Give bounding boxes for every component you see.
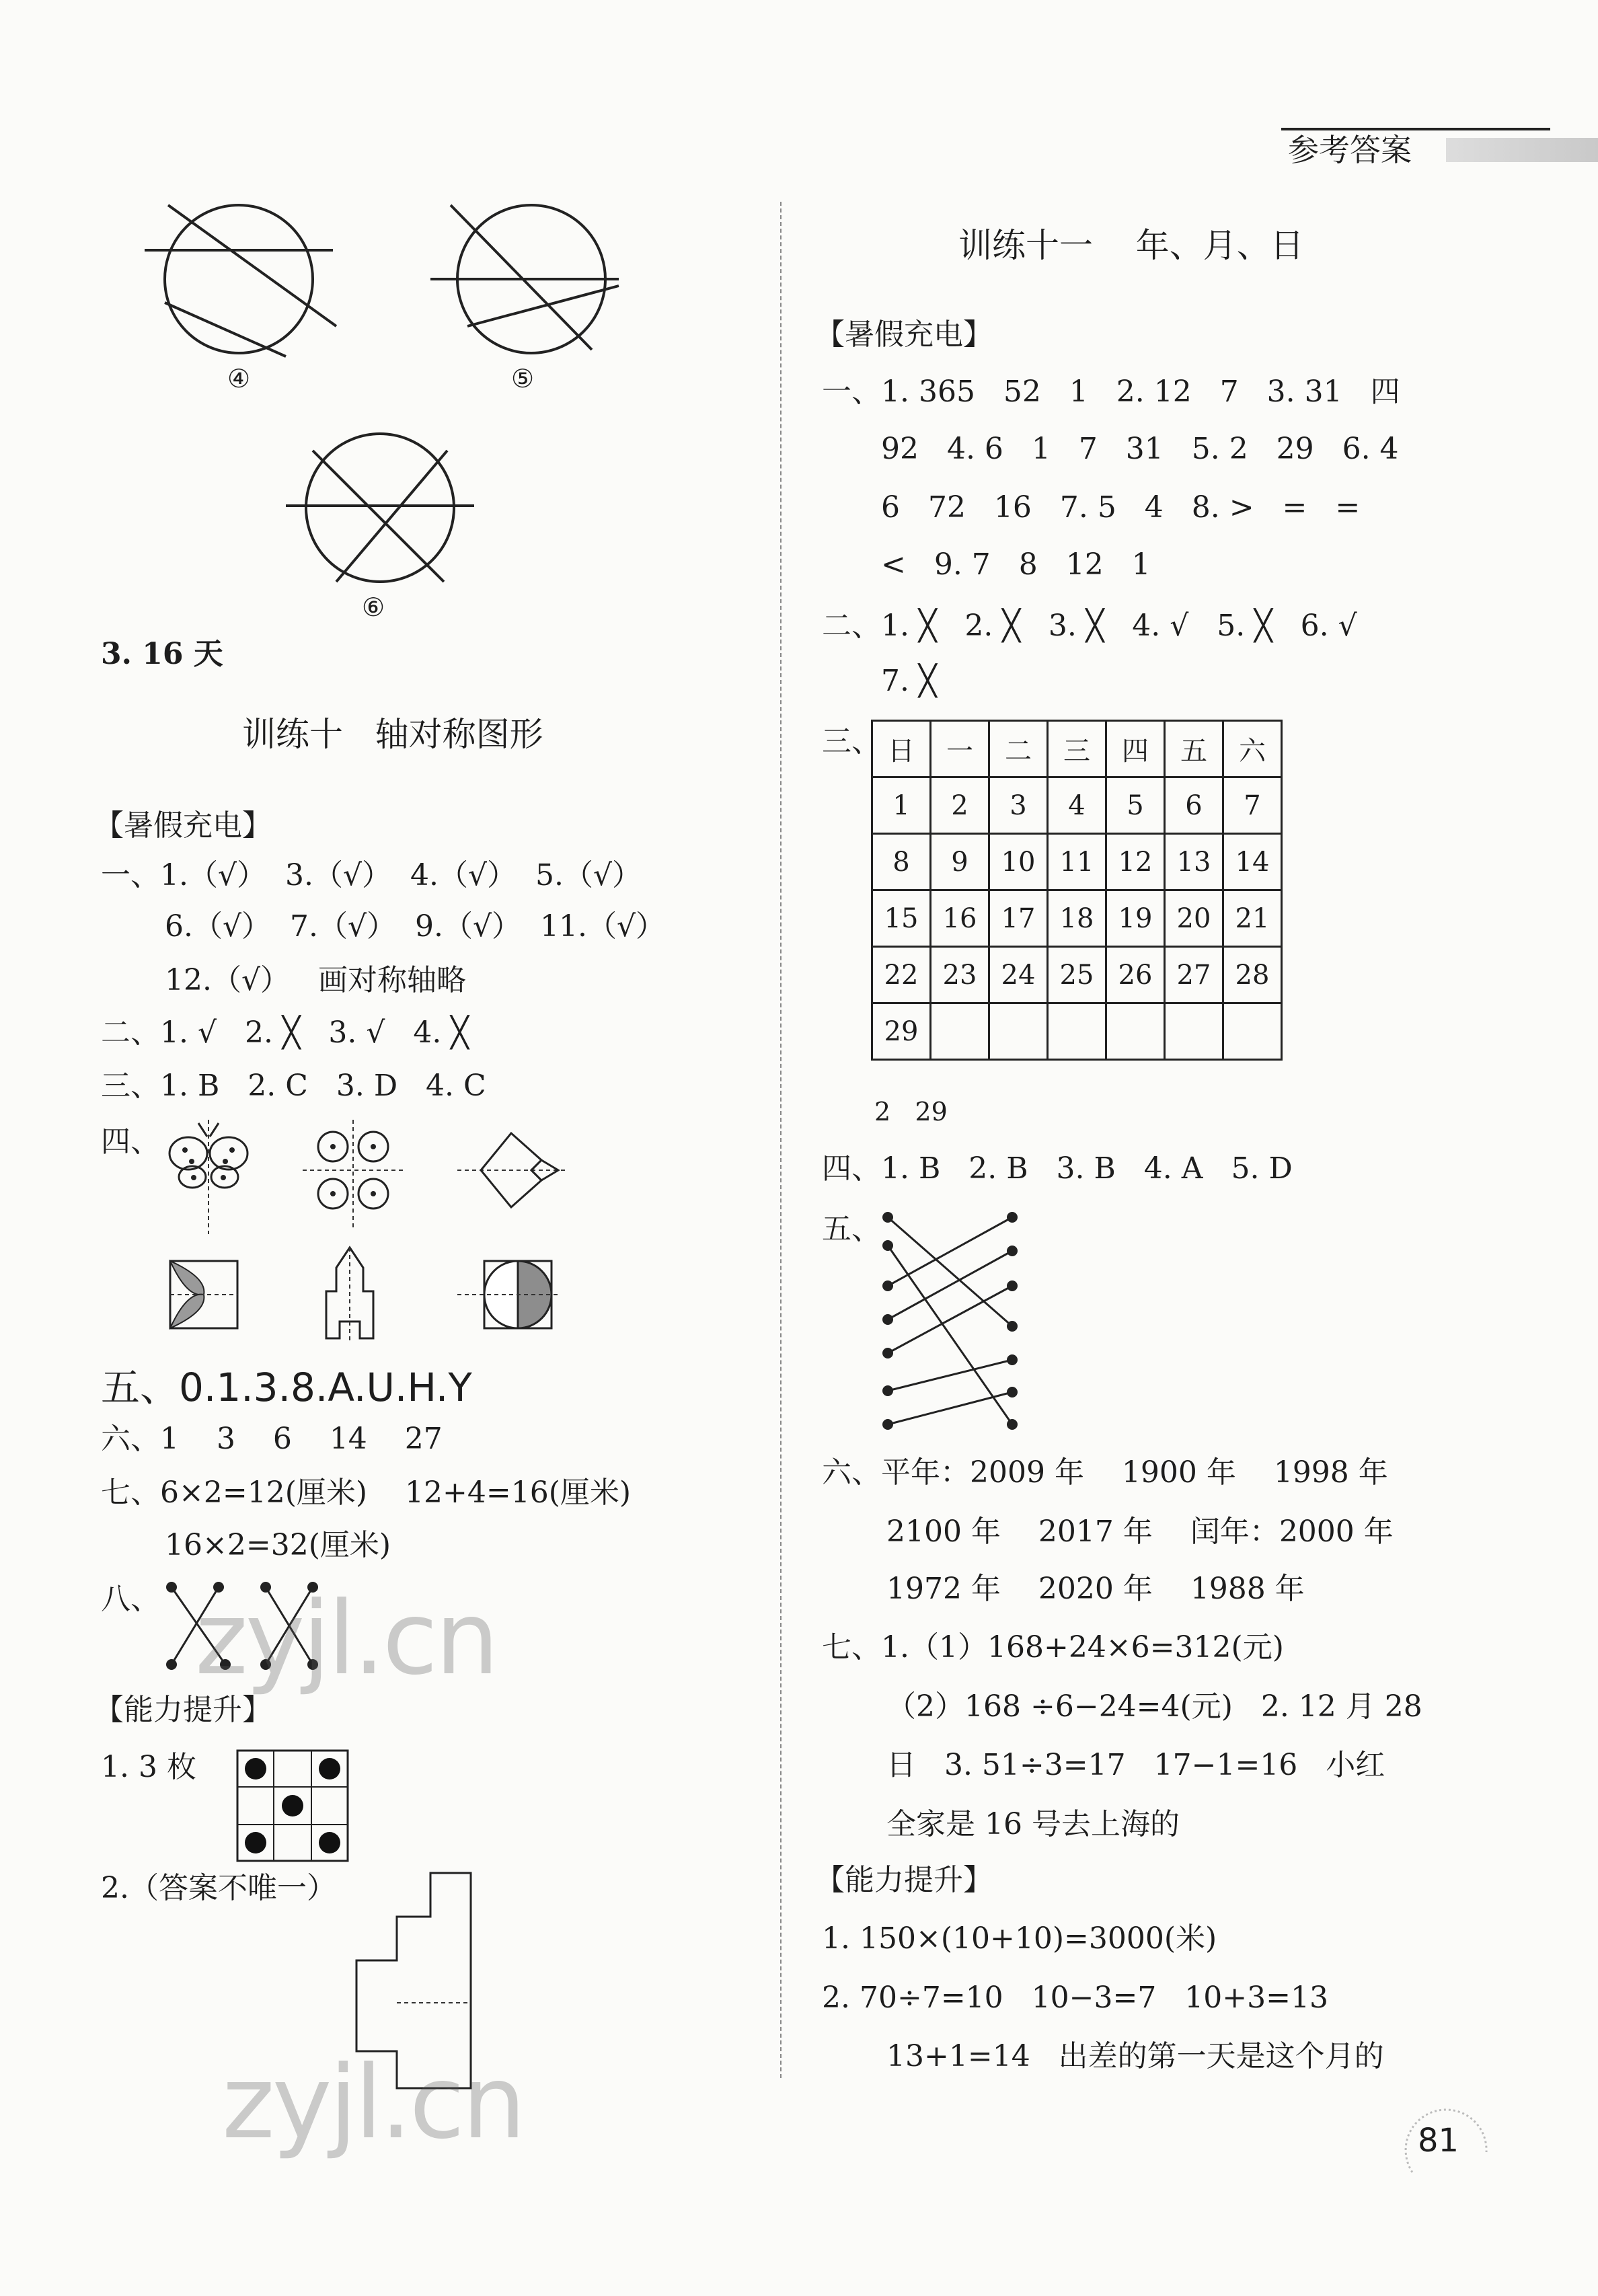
calendar-cell: 12: [1106, 834, 1165, 890]
calendar-cell: 25: [1048, 947, 1106, 1003]
calendar-row: [872, 947, 1282, 1003]
tower-figure: [316, 1248, 383, 1342]
right-si: 四、1. B 2. B 3. B 4. A 5. D: [822, 1151, 1293, 1186]
left-si: 四、: [101, 1124, 160, 1159]
calendar-row: [872, 834, 1282, 890]
calendar-head-cell: 五: [1165, 721, 1223, 777]
calendar-cell: 7: [1223, 777, 1282, 834]
left-n2: 2.（答案不唯一）: [101, 1871, 336, 1905]
calendar-cell: 21: [1223, 890, 1282, 947]
square-semicircle-figure: [457, 1258, 558, 1332]
clover-figure: [303, 1120, 404, 1227]
right-n2-line-1: 2. 70÷7=10 10−3=7 10+3=13: [822, 1981, 1329, 2015]
left-section-2: 【能力提升】: [94, 1693, 272, 1727]
right-liu-line-1: 六、平年：2009 年 1900 年 1998 年: [822, 1455, 1388, 1490]
column-divider: [780, 202, 782, 2078]
right-yi-line-1: 一、1. 365 52 1 2. 12 7 3. 31 四: [822, 375, 1400, 409]
left-yi-line-1: 一、1.（√） 3.（√） 4.（√） 5.（√）: [101, 858, 642, 892]
right-title: 训练十一 年、月、日: [958, 226, 1304, 265]
circle-label-4: ④: [227, 364, 251, 393]
calendar-cell: 10: [989, 834, 1048, 890]
calendar-cell: 9: [931, 834, 989, 890]
circle-figure-4: [141, 202, 336, 356]
header-shade: [1446, 138, 1598, 162]
right-after-calendar: 2 29: [874, 1097, 948, 1126]
dot-grid-figure: [235, 1749, 350, 1863]
left-er: 二、1. √ 2. ╳ 3. √ 4. ╳: [101, 1016, 469, 1050]
calendar-row: [872, 777, 1282, 834]
circle-label-5: ⑤: [511, 364, 535, 393]
calendar-head-cell: 六: [1223, 721, 1282, 777]
left-ba: 八、: [101, 1582, 160, 1616]
left-liu: 六、1 3 6 14 27: [101, 1422, 443, 1456]
calendar-cell: 17: [989, 890, 1048, 947]
right-er-line-2: 7. ╳: [881, 664, 937, 698]
calendar-cell: 26: [1106, 947, 1165, 1003]
calendar-cell: 4: [1048, 777, 1106, 834]
calendar-cell: 15: [872, 890, 931, 947]
calendar-head-cell: 二: [989, 721, 1048, 777]
calendar-head-cell: 一: [931, 721, 989, 777]
left-san: 三、1. B 2. C 3. D 4. C: [101, 1069, 486, 1103]
right-liu-line-3: 1972 年 2020 年 1988 年: [886, 1572, 1305, 1606]
calendar-head-cell: 三: [1048, 721, 1106, 777]
left-wu: 五、0.1.3.8.A.U.H.Y: [101, 1365, 472, 1410]
calendar-cell: 22: [872, 947, 931, 1003]
calendar-cell: 16: [931, 890, 989, 947]
calendar-cell: 20: [1165, 890, 1223, 947]
right-n2-line-2: 13+1=14 出差的第一天是这个月的: [886, 2039, 1384, 2073]
calendar-cell: 19: [1106, 890, 1165, 947]
calendar-table: [871, 720, 1283, 1061]
watermark-2: zyjl.cn: [222, 2044, 524, 2161]
calendar-cell: 13: [1165, 834, 1223, 890]
calendar-cell: 27: [1165, 947, 1223, 1003]
right-liu-line-2: 2100 年 2017 年 闰年：2000 年: [886, 1515, 1394, 1549]
calendar-cell: 24: [989, 947, 1048, 1003]
left-n1: 1. 3 枚: [101, 1750, 196, 1784]
calendar-cell: 18: [1048, 890, 1106, 947]
diamond-figure: [457, 1123, 565, 1217]
circle-label-6: ⑥: [362, 592, 385, 622]
calendar-cell: 28: [1223, 947, 1282, 1003]
calendar-cell: 2: [931, 777, 989, 834]
right-qi-line-3: 日 3. 51÷3=17 17−1=16 小红: [886, 1748, 1385, 1782]
calendar-cell: 23: [931, 947, 989, 1003]
right-yi-line-3: 6 72 16 7. 5 4 8. > = =: [881, 490, 1361, 525]
matching-lines-five: [878, 1211, 1032, 1432]
right-section-2: 【能力提升】: [815, 1863, 993, 1897]
calendar-head-cell: 日: [872, 721, 931, 777]
calendar-header-row: [872, 721, 1282, 777]
calendar-cell: [1106, 1003, 1165, 1060]
calendar-row: [872, 1003, 1282, 1060]
butterfly-figure: [168, 1120, 249, 1234]
calendar-cell: 11: [1048, 834, 1106, 890]
calendar-cell: 6: [1165, 777, 1223, 834]
calendar-cell: 29: [872, 1003, 931, 1060]
left-qi-line-2: 16×2=32(厘米): [165, 1528, 391, 1562]
calendar-cell: [1223, 1003, 1282, 1060]
circle-figure-6: [282, 430, 478, 585]
calendar-cell: 1: [872, 777, 931, 834]
calendar-cell: 3: [989, 777, 1048, 834]
left-item-3: 3. 16 天: [101, 637, 223, 671]
left-title: 训练十 轴对称图形: [242, 715, 543, 754]
calendar-cell: [931, 1003, 989, 1060]
calendar-head-cell: 四: [1106, 721, 1165, 777]
calendar-cell: 14: [1223, 834, 1282, 890]
right-yi-line-4: < 9. 7 8 12 1: [881, 547, 1151, 582]
right-er-line-1: 二、1. ╳ 2. ╳ 3. ╳ 4. √ 5. ╳ 6. √: [822, 609, 1357, 643]
right-san: 三、: [822, 724, 881, 759]
watermark-1: zyjl.cn: [195, 1580, 497, 1697]
header-label: 参考答案: [1288, 132, 1412, 168]
right-qi-line-4: 全家是 16 号去上海的: [886, 1807, 1180, 1841]
calendar-cell: 5: [1106, 777, 1165, 834]
left-section-1: 【暑假充电】: [94, 808, 272, 843]
left-yi-line-3: 12.（√） 画对称轴略: [165, 963, 466, 997]
right-qi-line-2: （2）168 ÷6−24=4(元) 2. 12 月 28: [886, 1689, 1422, 1724]
right-n1: 1. 150×(10+10)=3000(米): [822, 1921, 1217, 1956]
header-bar: [1281, 128, 1550, 130]
left-yi-line-2: 6.（√） 7.（√） 9.（√） 11.（√）: [165, 909, 665, 944]
square-leaf-figure: [167, 1258, 241, 1332]
right-qi-line-1: 七、1.（1）168+24×6=312(元): [822, 1630, 1284, 1664]
right-yi-line-2: 92 4. 6 1 7 31 5. 2 29 6. 4: [881, 432, 1399, 466]
right-section-1: 【暑假充电】: [815, 317, 993, 352]
page-number: 81: [1418, 2122, 1459, 2159]
circle-figure-5: [424, 202, 619, 356]
calendar-cell: [1165, 1003, 1223, 1060]
left-qi-line-1: 七、6×2=12(厘米) 12+4=16(厘米): [101, 1476, 632, 1510]
right-wu: 五、: [822, 1212, 881, 1246]
calendar-cell: [989, 1003, 1048, 1060]
calendar-row: [872, 890, 1282, 947]
calendar-cell: 8: [872, 834, 931, 890]
calendar-cell: [1048, 1003, 1106, 1060]
